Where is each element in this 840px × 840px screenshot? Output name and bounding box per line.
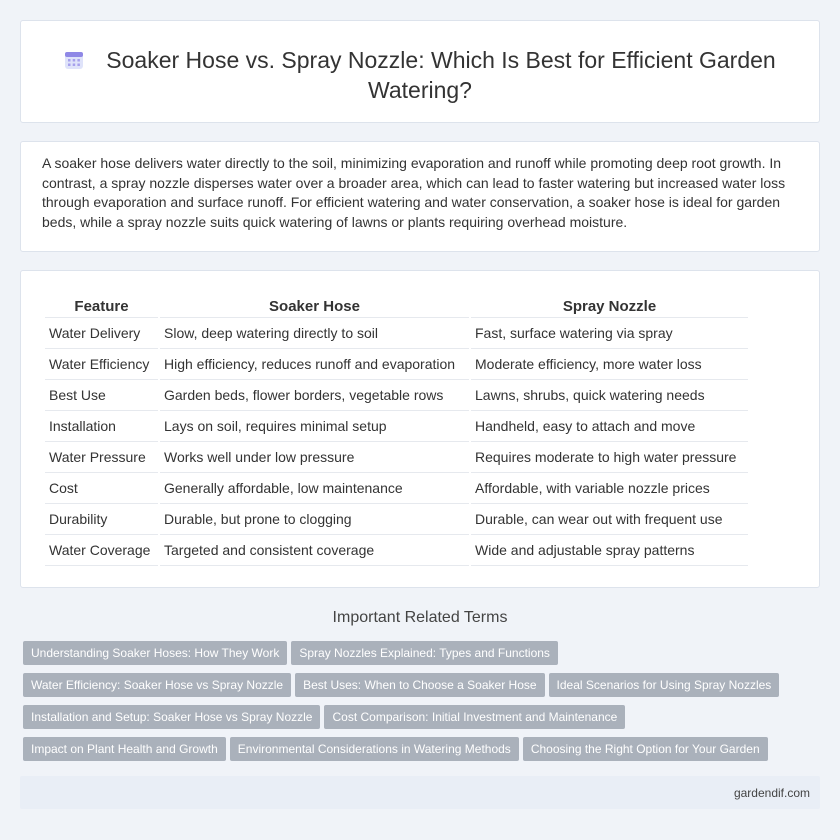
page-title-text: Soaker Hose vs. Spray Nozzle: Which Is Best for Efficient Garden Watering? xyxy=(106,47,776,103)
cell-soaker-hose: Garden beds, flower borders, vegetable rows xyxy=(160,380,469,411)
related-term-tag[interactable]: Best Uses: When to Choose a Soaker Hose xyxy=(295,673,544,697)
table-row xyxy=(45,318,748,349)
table-header-row xyxy=(45,296,748,318)
table-row xyxy=(45,380,748,411)
related-term-tag[interactable]: Choosing the Right Option for Your Garden xyxy=(523,737,768,761)
table-row xyxy=(45,411,748,442)
cell-spray-nozzle: Moderate efficiency, more water loss xyxy=(471,349,748,380)
related-terms-row xyxy=(23,673,823,705)
related-term-tag[interactable]: Understanding Soaker Hoses: How They Work xyxy=(23,641,287,665)
footer-site: gardendif.com xyxy=(733,786,810,800)
cell-feature: Water Efficiency xyxy=(45,349,158,380)
cell-spray-nozzle: Wide and adjustable spray patterns xyxy=(471,535,748,566)
cell-spray-nozzle: Durable, can wear out with frequent use xyxy=(471,504,748,535)
header xyxy=(21,45,819,105)
cell-soaker-hose: Works well under low pressure xyxy=(160,442,469,473)
related-term-tag[interactable]: Water Efficiency: Soaker Hose vs Spray Nozzle xyxy=(23,673,291,697)
table-row xyxy=(45,504,748,535)
intro-paragraph: A soaker hose delivers water directly to the soil, minimizing evaporation and runoff while promoting deep root growth. In contrast, a spray nozzle disperses water over a broader area, which can lead to faster watering but increased water loss through evaporation and surface runoff. For efficient watering and water conservation, a soaker hose is ideal for garden beds, while a spray nozzle suits quick watering of lawns or plants requiring overhead moisture. xyxy=(42,155,786,230)
page-title xyxy=(21,45,819,105)
cell-soaker-hose: Targeted and consistent coverage xyxy=(160,535,469,566)
related-term-tag[interactable]: Environmental Considerations in Watering Methods xyxy=(230,737,519,761)
cell-spray-nozzle: Handheld, easy to attach and move xyxy=(471,411,748,442)
cell-spray-nozzle: Lawns, shrubs, quick watering needs xyxy=(471,380,748,411)
related-term-tag[interactable]: Impact on Plant Health and Growth xyxy=(23,737,226,761)
related-term-tag[interactable]: Installation and Setup: Soaker Hose vs Spray Nozzle xyxy=(23,705,320,729)
table-body xyxy=(45,318,748,566)
cell-soaker-hose: Lays on soil, requires minimal setup xyxy=(160,411,469,442)
header-soaker-hose: Soaker Hose xyxy=(160,296,469,318)
table-row xyxy=(45,349,748,380)
related-term-tag[interactable]: Cost Comparison: Initial Investment and Maintenance xyxy=(324,705,625,729)
related-term-tag[interactable]: Spray Nozzles Explained: Types and Functions xyxy=(291,641,558,665)
intro-card xyxy=(20,141,820,252)
comparison-table xyxy=(43,296,750,566)
cell-feature: Best Use xyxy=(45,380,158,411)
cell-soaker-hose: Generally affordable, low maintenance xyxy=(160,473,469,504)
related-terms-row xyxy=(23,705,823,737)
comparison-card xyxy=(20,270,820,588)
related-terms-list xyxy=(23,641,823,769)
related-terms-row xyxy=(23,737,823,769)
header-spray-nozzle: Spray Nozzle xyxy=(471,296,748,318)
table-row xyxy=(45,535,748,566)
header-feature: Feature xyxy=(45,296,158,318)
cell-spray-nozzle: Requires moderate to high water pressure xyxy=(471,442,748,473)
cell-soaker-hose: Slow, deep watering directly to soil xyxy=(160,318,469,349)
cell-feature: Durability xyxy=(45,504,158,535)
related-terms-row xyxy=(23,641,823,673)
cell-spray-nozzle: Fast, surface watering via spray xyxy=(471,318,748,349)
cell-feature: Cost xyxy=(45,473,158,504)
calendar-icon xyxy=(64,50,84,70)
table-row xyxy=(45,442,748,473)
footer xyxy=(20,776,820,809)
table-row xyxy=(45,473,748,504)
cell-feature: Water Delivery xyxy=(45,318,158,349)
cell-soaker-hose: High efficiency, reduces runoff and evaporation xyxy=(160,349,469,380)
cell-feature: Installation xyxy=(45,411,158,442)
cell-soaker-hose: Durable, but prone to clogging xyxy=(160,504,469,535)
cell-spray-nozzle: Affordable, with variable nozzle prices xyxy=(471,473,748,504)
cell-feature: Water Coverage xyxy=(45,535,158,566)
cell-feature: Water Pressure xyxy=(45,442,158,473)
related-term-tag[interactable]: Ideal Scenarios for Using Spray Nozzles xyxy=(549,673,780,697)
related-terms-title: Important Related Terms xyxy=(332,609,508,626)
header-card xyxy=(20,20,820,123)
